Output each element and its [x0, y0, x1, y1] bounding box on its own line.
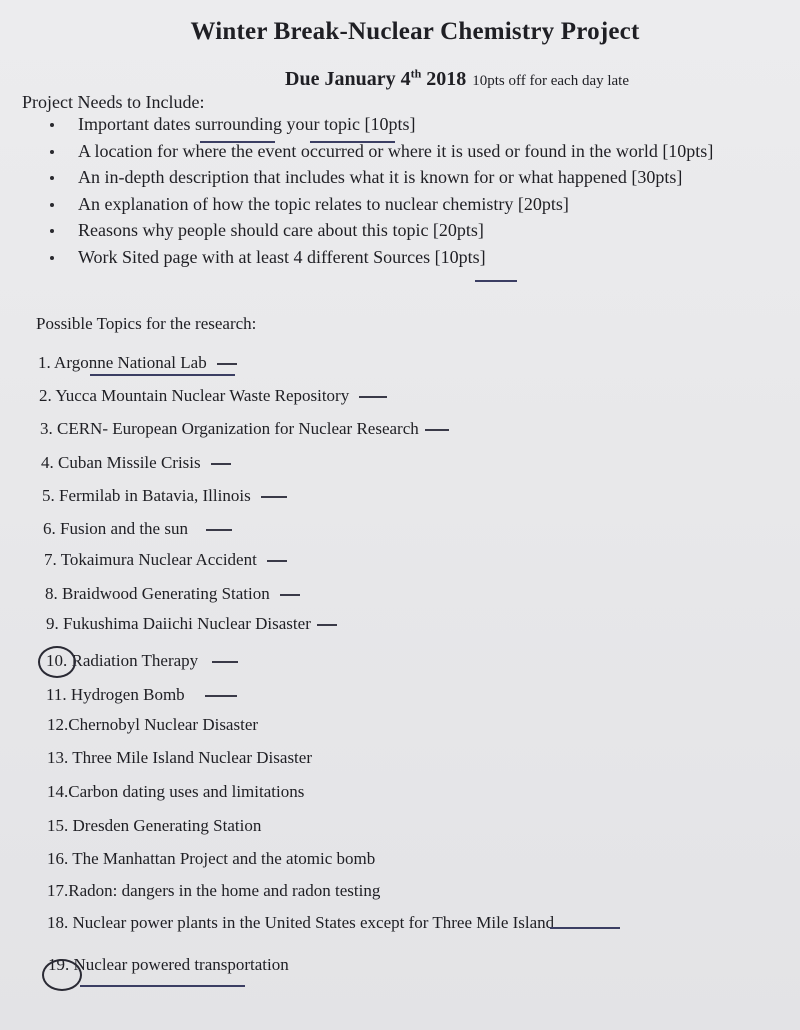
pen-dash-mark	[359, 396, 387, 398]
topic-item	[42, 486, 287, 506]
topics-heading: Possible Topics for the research:	[36, 314, 257, 333]
requirement-text: A location for where the event occurred or where it is used or found in the world [10pts]	[78, 140, 714, 161]
topic-text: 4. Cuban Missile Crisis	[41, 453, 201, 472]
topic-text: 2. Yucca Mountain Nuclear Waste Repository	[39, 386, 350, 405]
requirement-text: Important dates surrounding your topic [10pts]	[78, 114, 416, 134]
pen-underline-mark	[200, 141, 275, 143]
topic-text: 6. Fusion and the sun	[43, 519, 188, 538]
topic-text: 19. Nuclear powered transportation	[48, 955, 289, 974]
requirement-item	[50, 167, 713, 194]
pen-dash-mark	[211, 463, 231, 465]
bullet-icon	[50, 150, 54, 154]
topic-item	[47, 913, 554, 933]
due-superscript: th	[410, 66, 422, 80]
due-label: Due January 4	[285, 67, 411, 90]
requirement-text: Reasons why people should care about this topic [20pts]	[78, 220, 484, 240]
topic-item	[47, 816, 261, 836]
topic-text: 7. Tokaimura Nuclear Accident	[44, 550, 257, 569]
pen-underline-mark	[475, 280, 517, 282]
topic-item	[48, 955, 289, 975]
topic-item	[46, 614, 337, 634]
requirement-item	[50, 194, 713, 221]
requirements-list	[50, 114, 713, 273]
due-year: 2018	[426, 67, 467, 90]
pen-underline-mark	[80, 985, 245, 987]
topic-item	[47, 881, 380, 901]
topic-text: 16. The Manhattan Project and the atomic bomb	[47, 849, 376, 868]
topic-item	[38, 353, 237, 373]
topic-item	[43, 519, 232, 539]
pen-dash-mark	[212, 661, 238, 663]
due-date-line	[285, 66, 629, 91]
pen-underline-mark	[310, 141, 395, 143]
bullet-icon	[50, 123, 54, 127]
topic-text: 1. Argonne National Lab	[38, 353, 207, 372]
topic-text: 17.Radon: dangers in the home and radon testing	[47, 881, 381, 900]
topic-text: 18. Nuclear power plants in the United States except for Three Mile Island	[47, 913, 555, 932]
topic-text: 14.Carbon dating uses and limitations	[47, 782, 305, 801]
pen-dash-mark	[267, 560, 287, 562]
bullet-icon	[50, 203, 54, 207]
topic-text: 8. Braidwood Generating Station	[45, 584, 270, 603]
pen-underline-mark	[550, 927, 620, 929]
topic-text: 13. Three Mile Island Nuclear Disaster	[47, 748, 312, 767]
pen-underline-mark	[90, 374, 235, 376]
topic-text: 11. Hydrogen Bomb	[46, 685, 185, 704]
topic-item	[44, 550, 287, 570]
topic-item	[45, 584, 300, 604]
requirement-text: An in-depth description that includes what it is known for or what happened [30pts]	[78, 167, 683, 187]
requirement-item	[50, 247, 713, 274]
pen-dash-mark	[206, 529, 232, 531]
pen-dash-mark	[217, 363, 237, 365]
requirement-text: An explanation of how the topic relates to nuclear chemistry [20pts]	[78, 193, 569, 214]
topic-item	[41, 453, 231, 473]
pen-dash-mark	[261, 496, 287, 498]
topic-text: 9. Fukushima Daiichi Nuclear Disaster	[46, 614, 311, 633]
pen-dash-mark	[425, 429, 449, 431]
due-date	[285, 68, 466, 90]
pen-dash-mark	[317, 624, 337, 626]
topic-item	[47, 715, 258, 735]
topic-text: 15. Dresden Generating Station	[47, 816, 262, 835]
topic-item	[47, 782, 304, 802]
topic-item	[47, 849, 375, 869]
pen-dash-mark	[280, 594, 300, 596]
requirement-item	[50, 141, 713, 168]
circled-number-mark	[42, 959, 82, 991]
topic-text: 3. CERN- European Organization for Nuclear Research	[40, 419, 419, 438]
topic-text: 12.Chernobyl Nuclear Disaster	[47, 715, 259, 734]
topic-text: 5. Fermilab in Batavia, Illinois	[42, 486, 251, 505]
pen-dash-mark	[205, 695, 237, 697]
topic-text: 10. Radiation Therapy	[46, 651, 199, 670]
late-penalty: 10pts off for each day late	[472, 72, 629, 89]
requirements-heading: Project Needs to Include:	[22, 92, 205, 112]
bullet-icon	[50, 256, 54, 260]
requirement-text: Work Sited page with at least 4 different Sources [10pts]	[78, 246, 486, 267]
topic-item	[39, 386, 387, 406]
page-title: Winter Break-Nuclear Chemistry Project	[190, 18, 640, 45]
bullet-icon	[50, 176, 54, 180]
topic-item	[46, 685, 237, 705]
topic-item	[40, 419, 449, 439]
circled-number-mark	[38, 646, 76, 678]
topic-item	[47, 748, 312, 768]
requirement-item	[50, 220, 713, 247]
bullet-icon	[50, 229, 54, 233]
requirement-item	[50, 114, 713, 141]
